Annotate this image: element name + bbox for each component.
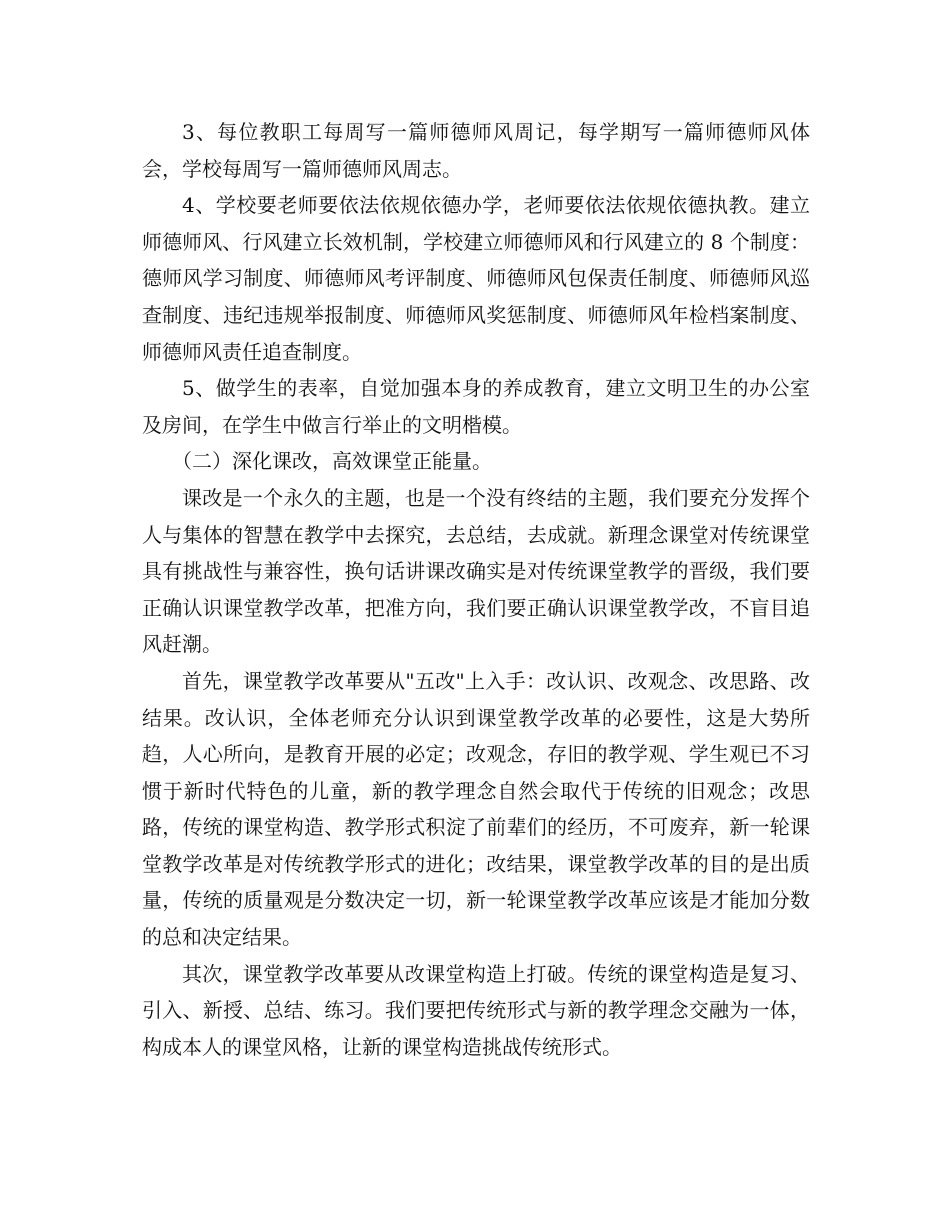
paragraph-first-point: 首先，课堂教学改革要从"五改"上入手：改认识、改观念、改思路、改结果。改认识，全体老师充分认识到课堂教学改革的必要性，这是大势所趋，人心所向，是教育开展的必定；改观念，存旧的教学观、学生观已不习惯于新时代特色的儿童，新的教学理念自然会取代于传统的旧观念；改思路，传统的课堂构造、教学形式积淀了前辈们的经历，不可废弃，新一轮课堂教学改革是对传统教学形式的进化；改结果，课堂教学改革的目的是出质量，传统的质量观是分数决定一切，新一轮课堂教学改革应该是才能加分数的总和决定结果。 bbox=[142, 668, 810, 950]
paragraph-item-5: 5、做学生的表率，自觉加强本身的养成教育，建立文明卫生的办公室及房间，在学生中做言行举止的文明楷模。 bbox=[142, 376, 810, 437]
paragraph-second-point: 其次，课堂教学改革要从改课堂构造上打破。传统的课堂构造是复习、引入、新授、总结、练习。我们要把传统形式与新的教学理念交融为一体，构成本人的课堂风格，让新的课堂构造挑战传统形式。 bbox=[142, 961, 810, 1059]
paragraph-item-4: 4、学校要老师要依法依规依德办学，老师要依法依规依德执教。建立师德师风、行风建立长效机制，学校建立师德师风和行风建立的 8 个制度：德师风学习制度、师德师风考评制度、师德师风包保责任制度、师德师风巡查制度、违纪违规举报制度、师德师风奖惩制度、师德师风年检档案制度、师德师风责任追查制度。 bbox=[142, 193, 810, 364]
section-heading: （二）深化课改，高效课堂正能量。 bbox=[172, 449, 492, 474]
paragraph-item-3: 3、每位教职工每周写一篇师德师风周记，每学期写一篇师德师风体会，学校每周写一篇师德师风周志。 bbox=[142, 120, 810, 181]
document-body bbox=[142, 114, 810, 1065]
paragraph-curriculum-reform: 课改是一个永久的主题，也是一个没有终结的主题，我们要充分发挥个人与集体的智慧在教学中去探究，去总结，去成就。新理念课堂对传统课堂具有挑战性与兼容性，换句话讲课改确实是对传统课堂教学的晋级，我们要正确认识课堂教学改革，把准方向，我们要正确认识课堂教学改，不盲目追风赶潮。 bbox=[142, 485, 810, 657]
